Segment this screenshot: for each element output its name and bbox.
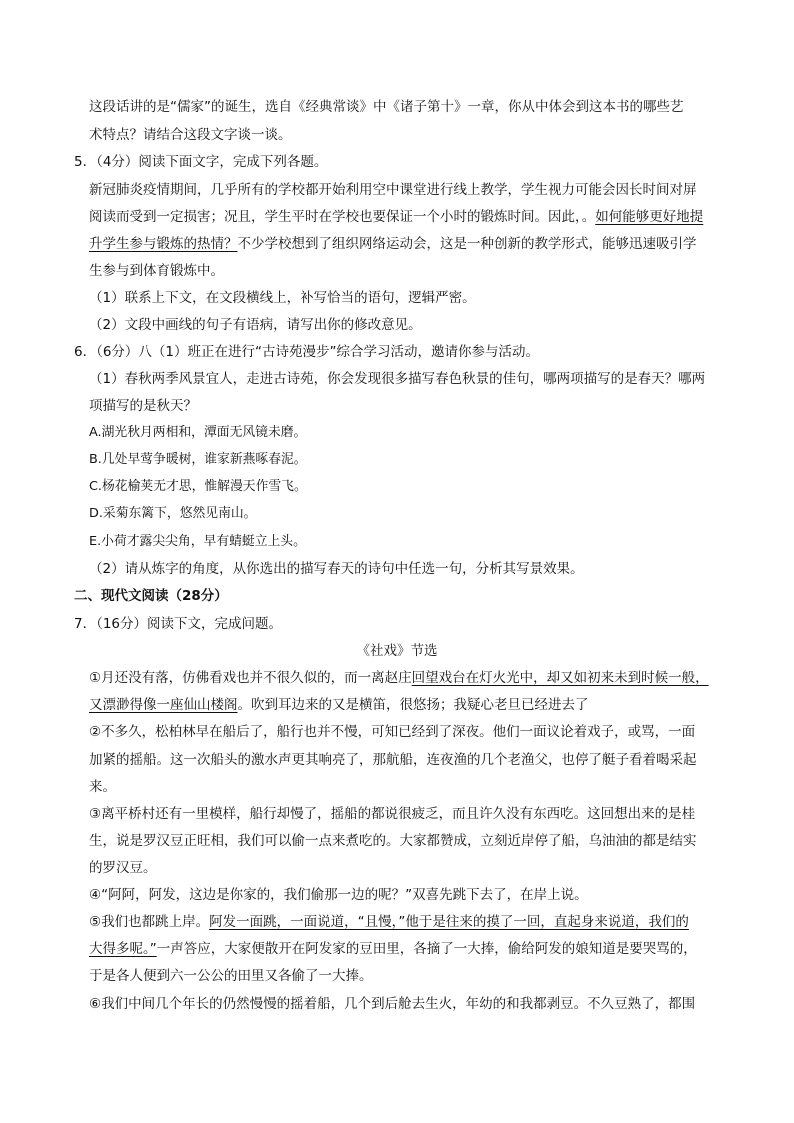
q5-paragraph-line-4: 生参与到体育锻炼中。 (89, 263, 224, 279)
passage-paragraph-2-line-1: ②不多久，松柏林早在船后了，船行也并不慢，可知已经到了深夜。他们一面议论着戏子，或骂，一面 (89, 724, 696, 740)
passage-text: 。吹到耳边来的又是横笛，很悠扬；我疑心老旦已经进去了 (237, 697, 589, 713)
passage-underlined-sentence: 阿发一面跳，一面说道，“且慢，”他于是往来的摸了一回，直起身来说道，我们的 (209, 914, 689, 930)
q5-underlined-sentence-end: 升学生参与锻炼的热情？ (89, 236, 238, 252)
q5-subquestion-1: （1）联系上下文，在文段横线上，补写恰当的语句，逻辑严密。 (89, 290, 476, 306)
intro-line-2: 术特点？请结合这段文字谈一谈。 (89, 127, 292, 143)
passage-underlined-sentence: 回望戏台在灯火光中，却又如初来未到时候一般， (411, 670, 709, 686)
q5-header: 5．（4分）阅读下面文字，完成下列各题。 (74, 154, 328, 170)
q5-underlined-sentence-start: 如何能够更好地提 (595, 209, 704, 225)
q6-option-d: D.采菊东篱下，悠然见南山。 (89, 506, 257, 521)
q7-header: 7．（16分）阅读下文，完成问题。 (74, 616, 283, 632)
section-heading: 二、现代文阅读（28分） (74, 588, 228, 604)
passage-text: 一声答应，大家便散开在阿发家的豆田里，各摘了一大捧，偷给阿发的娘知道是要哭骂的， (156, 941, 697, 957)
q5-paragraph-text: 阅读而受到一定损害；况且，学生平时在学校也要保证一个小时的锻炼时间。因此，。 (89, 209, 596, 225)
passage-paragraph-1-line-2 (89, 696, 589, 714)
passage-paragraph-5-line-3: 于是各人便到六一公公的田里又各偷了一大捧。 (89, 968, 373, 984)
passage-paragraph-1-line-1 (89, 669, 709, 687)
passage-paragraph-3-line-3: 的罗汉豆。 (89, 860, 157, 876)
q6-subquestion-1-line-2: 项描写的是秋天？ (89, 398, 197, 414)
passage-title: 《社戏》节选 (356, 643, 438, 659)
q6-option-c: C.杨花榆荚无才思，惟解漫天作雪飞。 (89, 479, 307, 494)
q5-paragraph-text: 不少学校想到了组织网络运动会，这是一种创新的教学形式，能够迅速吸引学 (237, 236, 697, 252)
passage-paragraph-3-line-2: 生，说是罗汉豆正旺相，我们可以偷一点来煮吃的。大家都赞成，立刻近岸停了船，乌油油的都是结实 (89, 833, 697, 849)
passage-paragraph-2-line-3: 来。 (89, 779, 116, 795)
passage-text: ⑤我们也都跳上岸。 (89, 914, 210, 930)
passage-paragraph-5-line-1 (89, 913, 689, 931)
passage-paragraph-5-line-2 (89, 940, 697, 958)
passage-text: ①月还没有落，仿佛看戏也并不很久似的，而一离赵庄 (89, 670, 412, 686)
intro-line-1: 这段话讲的是“儒家”的诞生，选自《经典常谈》中《诸子第十》一章，你从中体会到这本书的哪些艺 (89, 99, 684, 115)
q6-option-e: E.小荷才露尖尖角，早有蜻蜓立上头。 (89, 534, 306, 549)
q6-option-a: A.湖光秋月两相和，潭面无风镜未磨。 (89, 425, 307, 440)
q5-paragraph-line-3 (89, 235, 697, 253)
q6-header: 6．（6分）八（1）班正在进行“古诗苑漫步”综合学习活动，邀请你参与活动。 (74, 344, 540, 360)
q6-option-b: B.几处早莺争暖树，谁家新燕啄春泥。 (89, 452, 307, 467)
q6-subquestion-2: （2）请从炼字的角度，从你选出的描写春天的诗句中任选一句，分析其写景效果。 (89, 561, 584, 577)
q5-paragraph-line-2 (89, 208, 703, 226)
passage-paragraph-4: ④“阿阿，阿发，这边是你家的，我们偷那一边的呢？”双喜先跳下去了，在岸上说。 (89, 887, 588, 903)
passage-paragraph-3-line-1: ③离平桥村还有一里模样，船行却慢了，摇船的都说很疲乏，而且许久没有东西吃。这回想出来的是桂 (89, 806, 696, 822)
q5-paragraph-line-1: 新冠肺炎疫情期间，几乎所有的学校都开始利用空中课堂进行线上教学，学生视力可能会因长时间对屏 (89, 182, 697, 198)
passage-underlined-sentence: 又漂渺得像一座仙山楼阁 (89, 697, 238, 713)
passage-paragraph-6-line-1: ⑥我们中间几个年长的仍然慢慢的摇着船，几个到后舱去生火，年幼的和我都剥豆。不久豆熟了，都围 (89, 996, 696, 1012)
passage-paragraph-2-line-2: 加紧的摇船。这一次船头的激水声更其响亮了，那航船，连夜渔的几个老渔父，也停了艇子看着喝采起 (89, 752, 697, 768)
q6-subquestion-1-line-1: （1）春秋两季风景宜人，走进古诗苑，你会发现很多描写春色秋景的佳句，哪两项描写的是春天？哪两 (89, 371, 706, 387)
q5-subquestion-2: （2）文段中画线的句子有语病，请写出你的修改意见。 (89, 317, 422, 333)
passage-underlined-sentence: 大得多呢。” (89, 941, 157, 957)
